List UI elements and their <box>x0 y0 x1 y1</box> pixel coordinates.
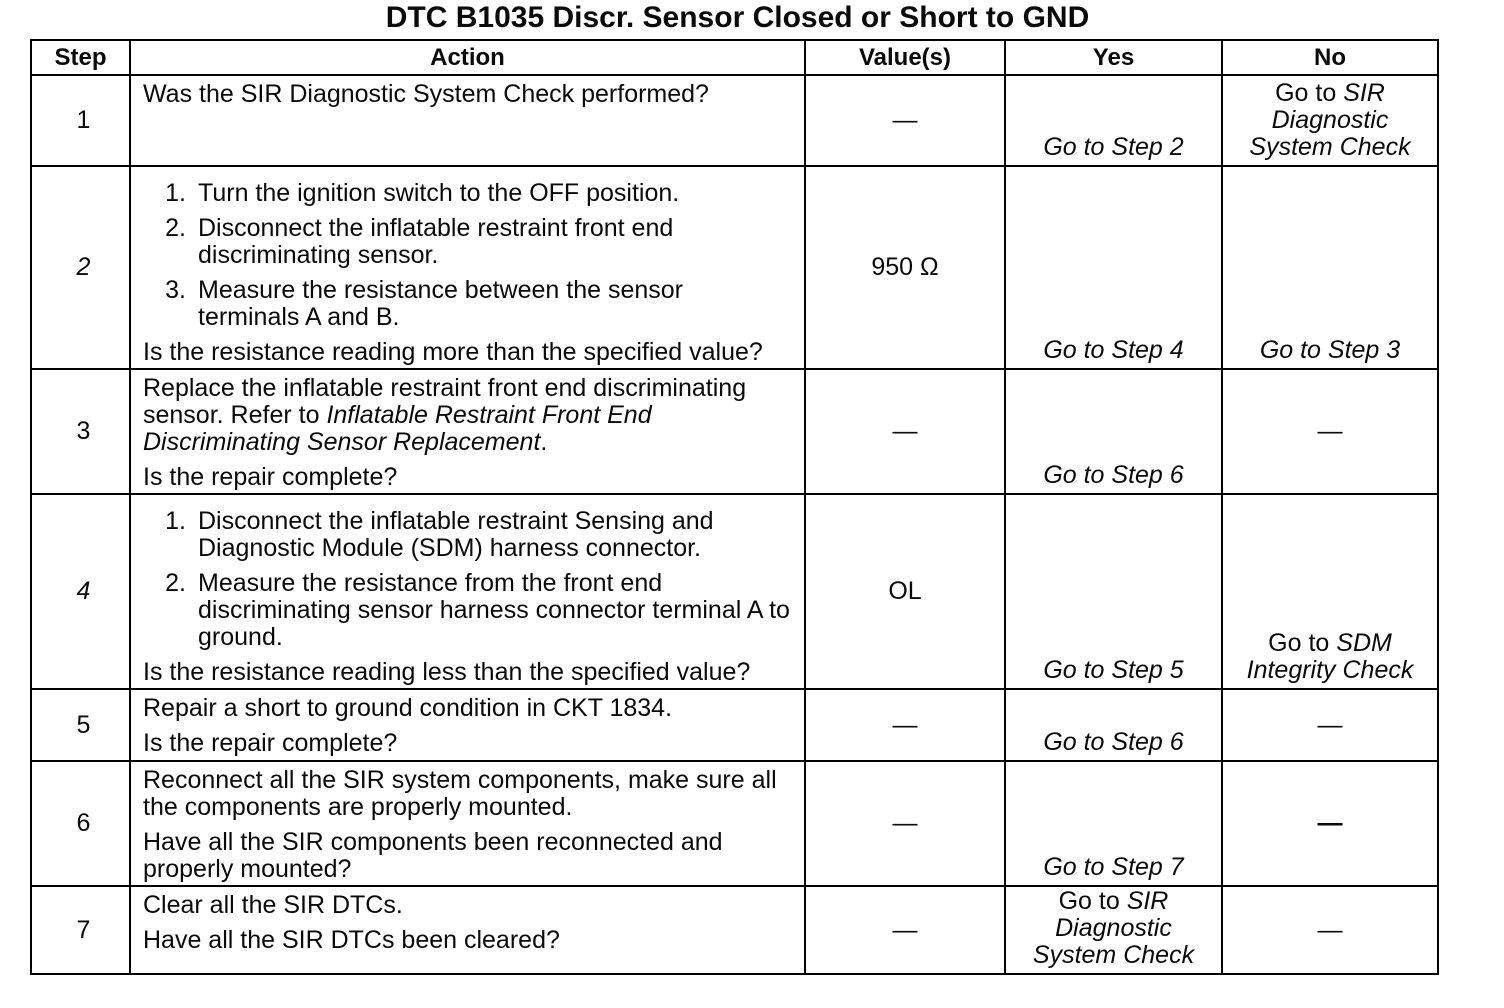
yes-cell <box>1006 167 1223 370</box>
yes-cell <box>1006 887 1223 975</box>
value-text: 950 Ω <box>871 253 939 281</box>
action-question: Is the repair complete? <box>143 463 398 491</box>
no-result: — <box>1317 809 1343 837</box>
step-cell <box>32 167 131 370</box>
action-step-item <box>143 570 796 651</box>
value-cell <box>806 370 1006 495</box>
action-cell <box>131 167 806 370</box>
no-result <box>1249 80 1410 161</box>
value-text: — <box>892 710 918 739</box>
yes-result <box>1033 888 1194 969</box>
yes-cell <box>1006 495 1223 690</box>
yes-result: Go to Step 7 <box>1043 853 1184 881</box>
step-cell <box>32 495 131 690</box>
yes-result-prefix: Go to <box>1058 887 1127 915</box>
step-number: 2 <box>76 253 91 281</box>
yes-result: Go to Step 6 <box>1043 461 1184 489</box>
step-cell <box>32 370 131 495</box>
diagnostic-table <box>30 39 1439 975</box>
no-result: Go to Step 3 <box>1259 336 1401 364</box>
action-question: Is the resistance reading more than the specified value? <box>143 338 763 366</box>
header-no: No <box>1223 41 1439 76</box>
yes-result: Go to Step 4 <box>1043 336 1184 364</box>
action-cell <box>131 370 806 495</box>
step-number: 3 <box>76 417 91 445</box>
value-text: — <box>892 106 918 134</box>
action-step-text: Turn the ignition switch to the OFF position. <box>198 179 680 207</box>
step-cell <box>32 762 131 887</box>
no-result <box>1247 630 1414 684</box>
no-cell <box>1223 690 1439 762</box>
value-text: OL <box>888 577 922 605</box>
value-cell <box>806 887 1006 975</box>
yes-result-reference: SIR Diagnostic System Check <box>1032 887 1195 969</box>
yes-result: Go to Step 2 <box>1043 133 1184 161</box>
no-result: — <box>1317 710 1343 739</box>
action-cell <box>131 887 806 975</box>
action-reference: Inflatable Restraint Front End Discriminating Sensor Replacement <box>143 401 652 456</box>
value-cell <box>806 167 1006 370</box>
action-question: Have all the SIR components been reconnected and properly mounted? <box>143 828 723 883</box>
yes-result: Go to Step 6 <box>1043 728 1184 756</box>
action-step-number: 3. <box>165 276 186 304</box>
header-values: Value(s) <box>806 41 1006 76</box>
no-cell <box>1223 370 1439 495</box>
value-text: — <box>892 809 918 837</box>
action-step-text: Disconnect the inflatable restraint Sensing and Diagnostic Module (SDM) harness connector. <box>198 507 714 562</box>
no-cell <box>1223 762 1439 887</box>
no-result-prefix: Go to <box>1268 629 1337 657</box>
action-step-text: Measure the resistance from the front end discriminating sensor harness connector terminal A to ground. <box>198 569 790 651</box>
value-text: — <box>892 417 918 445</box>
step-number: 6 <box>76 809 91 837</box>
action-cell <box>131 762 806 887</box>
yes-cell <box>1006 762 1223 887</box>
yes-cell <box>1006 370 1223 495</box>
yes-cell <box>1006 76 1223 167</box>
action-step-number: 2. <box>165 569 186 597</box>
header-action: Action <box>131 41 806 76</box>
yes-cell <box>1006 690 1223 762</box>
step-cell <box>32 76 131 167</box>
step-number: 7 <box>76 915 91 944</box>
value-text: — <box>892 915 918 944</box>
step-cell <box>32 690 131 762</box>
action-question: Is the repair complete? <box>143 729 398 757</box>
action-step-item <box>143 508 796 562</box>
no-cell <box>1223 495 1439 690</box>
value-cell <box>806 762 1006 887</box>
action-cell <box>131 495 806 690</box>
action-instruction <box>143 375 796 456</box>
action-instruction: Clear all the SIR DTCs. <box>143 891 403 919</box>
action-step-item <box>143 180 796 207</box>
action-instruction: Repair a short to ground condition in CKT 1834. <box>143 694 673 722</box>
no-cell <box>1223 76 1439 167</box>
action-step-number: 1. <box>165 179 186 207</box>
action-step-number: 2. <box>165 214 186 242</box>
action-step-item <box>143 277 796 331</box>
action-question: Have all the SIR DTCs been cleared? <box>143 926 560 954</box>
action-instruction-end: . <box>540 428 548 456</box>
step-number: 1 <box>76 106 91 134</box>
no-result-reference: SDM Integrity Check <box>1246 629 1414 684</box>
action-step-text: Disconnect the inflatable restraint front end discriminating sensor. <box>198 214 674 269</box>
value-cell <box>806 76 1006 167</box>
action-instruction-text: Replace the inflatable restraint front end discriminating sensor. Refer to <box>143 374 747 429</box>
value-cell <box>806 495 1006 690</box>
action-question: Is the resistance reading less than the specified value? <box>143 658 751 686</box>
header-yes: Yes <box>1006 41 1223 76</box>
step-number: 4 <box>76 577 91 605</box>
action-cell <box>131 690 806 762</box>
action-cell <box>131 76 806 167</box>
value-cell <box>806 690 1006 762</box>
action-instruction: Reconnect all the SIR system components, make sure all the components are properly mounted. <box>143 766 777 821</box>
action-step-item <box>143 215 796 269</box>
no-cell <box>1223 887 1439 975</box>
action-question: Was the SIR Diagnostic System Check performed? <box>143 80 709 108</box>
step-number: 5 <box>76 710 91 739</box>
no-result: — <box>1317 417 1343 445</box>
step-cell <box>32 887 131 975</box>
no-result-reference: SIR Diagnostic System Check <box>1249 79 1411 161</box>
no-result-prefix: Go to <box>1275 79 1344 107</box>
no-result: — <box>1317 915 1343 944</box>
action-step-text: Measure the resistance between the sensor terminals A and B. <box>198 276 683 331</box>
header-step: Step <box>32 41 131 76</box>
page-title: DTC B1035 Discr. Sensor Closed or Short to GND <box>385 1 1090 34</box>
yes-result: Go to Step 5 <box>1043 656 1184 684</box>
action-step-number: 1. <box>165 507 186 535</box>
no-cell <box>1223 167 1439 370</box>
